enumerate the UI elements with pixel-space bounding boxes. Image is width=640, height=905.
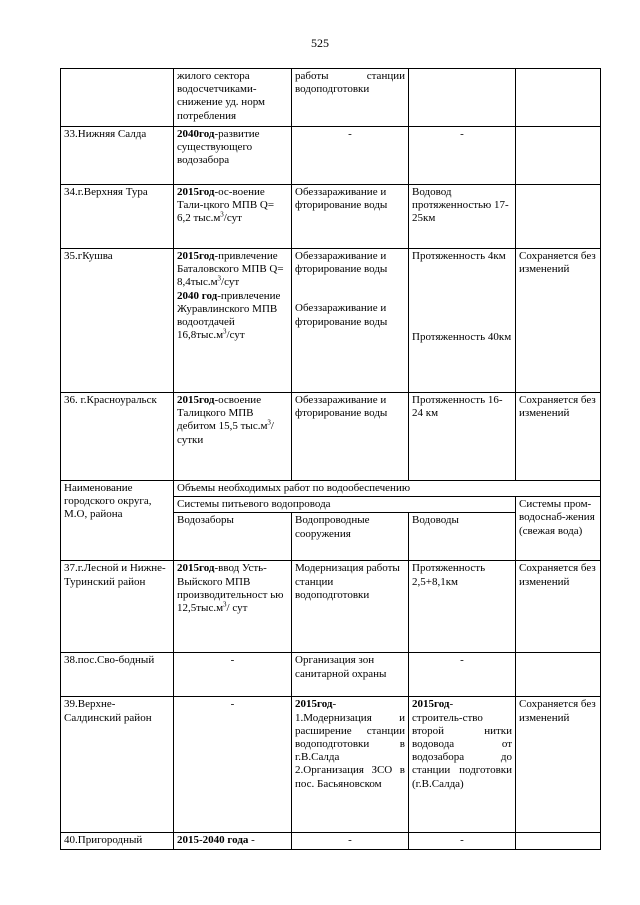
- unit-suffix: /сут: [226, 329, 245, 342]
- table-row: [61, 833, 601, 849]
- page-number: 525: [311, 36, 329, 50]
- intake-cell: [174, 561, 292, 653]
- structures-cell: Модернизация работы станции водоподготовки: [292, 561, 409, 653]
- region-cell: 34.г.Верхняя Тура: [61, 185, 174, 249]
- header-intake: Водозаборы: [174, 513, 292, 561]
- conduits-cell: Водовод протяженностью 17-25км: [409, 185, 516, 249]
- structures-cell: Организация зон санитарной охраны: [292, 653, 409, 697]
- unit-suffix: /сутки: [177, 420, 274, 446]
- superscript: 3: [220, 210, 224, 219]
- conduits-cell: -: [409, 127, 516, 185]
- year-label: 2040год: [177, 128, 215, 140]
- structures-text: Обеззараживание и фторирование воды: [295, 302, 388, 328]
- table-row: [61, 697, 601, 833]
- structures-cell: -: [292, 833, 409, 849]
- structures-cell: Обеззараживание и фторирование воды: [292, 185, 409, 249]
- industrial-cell: Сохраняется без изменений: [516, 561, 601, 653]
- region-cell: 37.г.Лесной и Нижне-Туринский район: [61, 561, 174, 653]
- conduits-text: Протяженность 4км: [412, 250, 506, 262]
- structures-cell: работы станции водоподготовки: [292, 69, 409, 127]
- header-row: [61, 481, 601, 497]
- intake-text: -привлечение Журавлинского МПВ водоотдачей 16,8тыс.м: [177, 289, 281, 342]
- intake-cell: жилого сектора водосчетчиками- снижение уд. норм потребления: [174, 69, 292, 127]
- superscript: 3: [267, 418, 271, 427]
- industrial-cell: [516, 653, 601, 697]
- industrial-cell: [516, 833, 601, 849]
- intake-text: -освоение Талицкого МПВ дебитом 15,5 тыс.м: [177, 394, 268, 433]
- table-row: [61, 69, 601, 127]
- year-label: 2015год: [177, 186, 215, 198]
- header-volumes: Объемы необходимых работ по водообеспечению: [174, 481, 601, 497]
- region-cell: 39.Верхне-Салдинский район: [61, 697, 174, 833]
- unit-suffix: /сут: [223, 212, 242, 225]
- superscript: 3: [223, 600, 227, 609]
- conduits-cell: [409, 69, 516, 127]
- header-region: Наименование городского округа, М.О, района: [61, 481, 174, 561]
- intake-cell: [174, 249, 292, 393]
- intake-text: -ввод Усть-Выйского МПВ производительност ью 12,5тыс.м: [177, 562, 284, 615]
- intake-cell: [174, 393, 292, 481]
- intake-text: -: [248, 834, 255, 847]
- year-label: 2015год: [177, 394, 215, 406]
- intake-text: -развитие существующего водозабора: [177, 128, 260, 167]
- water-supply-table: [60, 68, 601, 850]
- region-cell: 33.Нижняя Салда: [61, 127, 174, 185]
- conduits-cell: -: [409, 653, 516, 697]
- industrial-cell: [516, 69, 601, 127]
- conduits-cell: -: [409, 833, 516, 849]
- conduits-cell: Протяженность 2,5+8,1км: [409, 561, 516, 653]
- table-row: [61, 127, 601, 185]
- year-label: 2015год: [295, 698, 333, 711]
- intake-cell: [174, 127, 292, 185]
- structures-cell: [292, 697, 409, 833]
- unit-suffix: /сут: [221, 276, 240, 289]
- industrial-cell: Сохраняется без изменений: [516, 249, 601, 393]
- year-label: 2040 год: [177, 289, 218, 302]
- year-label: 2015год: [177, 562, 215, 575]
- intake-text: -ос-воение Тали-цкого МПВ Q= 6,2 тыс.м: [177, 186, 275, 225]
- conduits-cell: [409, 697, 516, 833]
- table-row: [61, 653, 601, 697]
- industrial-cell: Сохраняется без изменений: [516, 697, 601, 833]
- structures-cell: -: [292, 127, 409, 185]
- region-cell: 36. г.Красноуральск: [61, 393, 174, 481]
- superscript: 3: [223, 327, 227, 336]
- industrial-cell: [516, 185, 601, 249]
- header-industrial: Системы пром-водоснаб-жения (свежая вода): [516, 497, 601, 561]
- year-label: 2015год: [177, 250, 215, 262]
- table-row: [61, 249, 601, 393]
- conduits-cell: Протяженность 16-24 км: [409, 393, 516, 481]
- structures-text: Обеззараживание и фторирование воды: [295, 250, 388, 276]
- table-row: [61, 561, 601, 653]
- superscript: 3: [217, 274, 222, 283]
- intake-cell: -: [174, 697, 292, 833]
- structures-cell: [292, 249, 409, 393]
- intake-cell: -: [174, 653, 292, 697]
- conduits-text: - строитель-ство второй нитки водовода от водозабора до станции подготовки (г.В.Салда): [412, 698, 512, 790]
- table-row: [61, 393, 601, 481]
- region-cell: [61, 69, 174, 127]
- region-cell: 38.пос.Сво-бодный: [61, 653, 174, 697]
- year-label: 2015-2040 года: [177, 834, 249, 847]
- table-row: [61, 185, 601, 249]
- region-cell: 35.гКушва: [61, 249, 174, 393]
- industrial-cell: [516, 127, 601, 185]
- header-structures: Водопроводные сооружения: [292, 513, 409, 561]
- intake-cell: [174, 833, 292, 849]
- year-label: 2015год: [412, 698, 450, 711]
- intake-cell: [174, 185, 292, 249]
- unit-suffix: / сут: [226, 602, 248, 615]
- conduits-cell: [409, 249, 516, 393]
- structures-text: - 1.Модернизация и расширение станции водоподготовки в г.В.Салда 2.Организация ЗСО в пос. Басьяновском: [295, 698, 405, 790]
- conduits-text: Протяженность 40км: [412, 331, 512, 344]
- header-drinking-systems: Системы питьевого водопровода: [174, 497, 516, 513]
- structures-cell: Обеззараживание и фторирование воды: [292, 393, 409, 481]
- intake-text: -привлечение Баталовского МПВ Q= 8,4тыс.м: [177, 250, 284, 289]
- region-cell: 40.Пригородный: [61, 833, 174, 849]
- header-conduits: Водоводы: [409, 513, 516, 561]
- industrial-cell: Сохраняется без изменений: [516, 393, 601, 481]
